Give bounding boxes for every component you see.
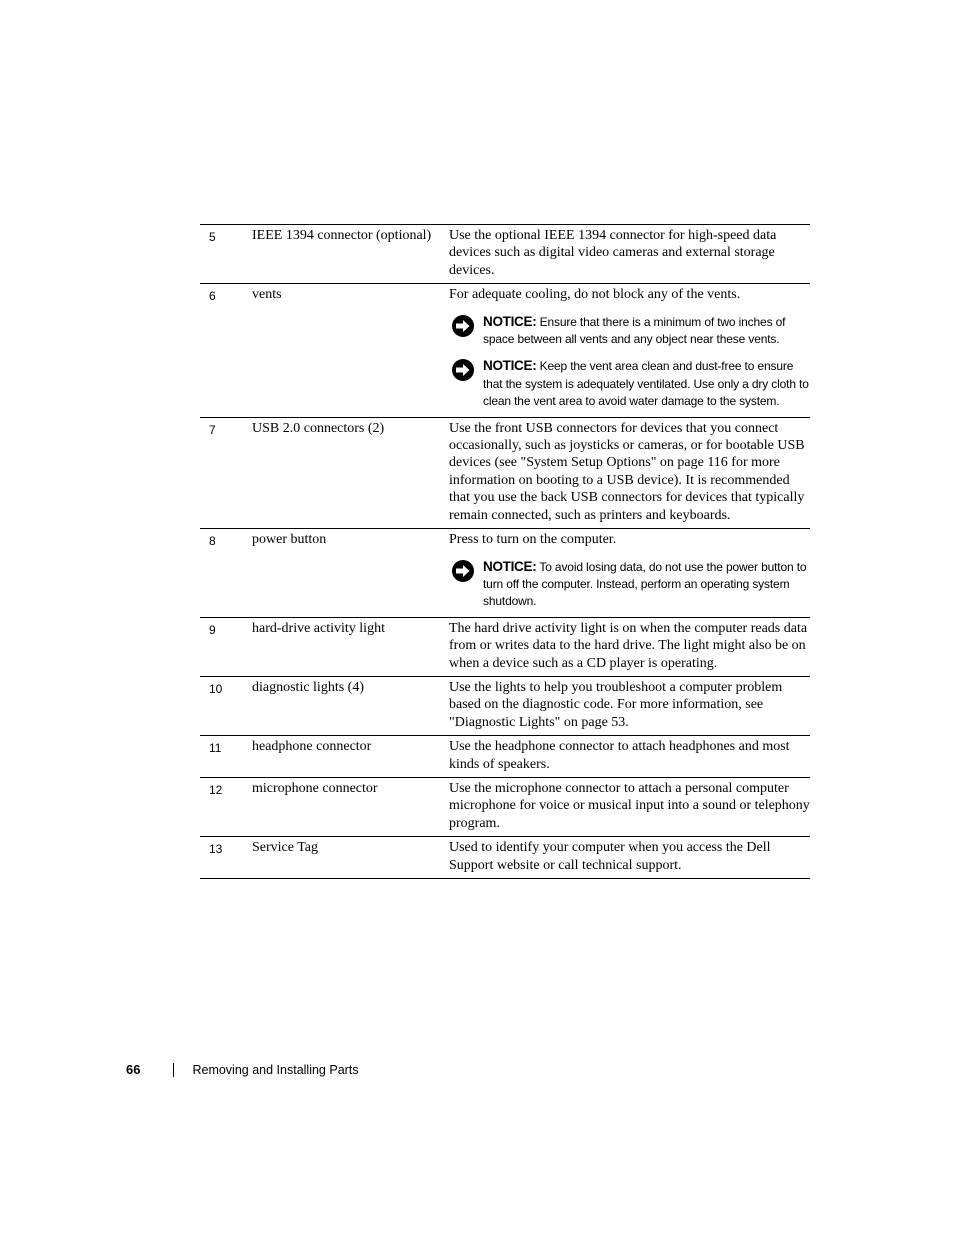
part-description: For adequate cooling, do not block any of the vents. [449,287,741,303]
table-row [200,736,810,778]
notice-arrow-icon [451,559,475,583]
notice-block [449,313,810,349]
notice-body: Keep the vent area clean and dust-free to ensure that the system is adequately ventilated. Use only a dry cloth to clean the vent area to avoid water damage to the system. [483,359,809,409]
part-description-cell [449,529,810,618]
row-number: 13 [209,842,223,857]
part-name: vents [252,287,282,303]
part-description-cell [449,837,810,879]
notice-text [483,558,810,611]
notice-label: NOTICE: [483,558,537,574]
table-row [200,777,810,836]
notice-arrow-icon [451,358,475,382]
part-description: Use the front USB connectors for devices that you connect occasionally, such as joysticks or cameras, or for bootable USB devices (see "System Setup Options" on page 116 for more information on booting to a USB device). It is recommended that you use the back USB connectors for devices that typically remain connected, such as printers and keyboards. [449,420,805,523]
table-row [200,676,810,735]
row-number: 8 [209,534,216,549]
part-description: Use the microphone connector to attach a personal computer microphone for voice or musical input into a sound or telephony program. [449,780,810,831]
table-row [200,529,810,618]
notice-body: Ensure that there is a minimum of two inches of space between all vents and any object near these vents. [483,314,786,347]
part-name: USB 2.0 connectors (2) [252,420,385,436]
notice-label: NOTICE: [483,358,537,374]
part-description-cell [449,284,810,417]
part-description-cell [449,417,810,528]
part-name: IEEE 1394 connector (optional) [252,228,432,243]
part-name: diagnostic lights (4) [252,679,364,695]
row-number: 5 [209,230,216,244]
row-number: 11 [209,741,222,756]
part-description: Use the lights to help you troubleshoot a computer problem based on the diagnostic code. For more information, see "Diagnostic Lights" on page 53. [449,679,783,730]
footer-separator [173,1063,174,1077]
part-description-cell [449,617,810,676]
part-name: power button [252,532,327,548]
part-description: Use the headphone connector to attach headphones and most kinds of speakers. [449,739,790,772]
part-name: Service Tag [252,840,319,856]
notice-text [483,357,810,410]
part-name: headphone connector [252,739,372,755]
notice-arrow-icon [451,314,475,338]
row-number: 12 [209,782,223,797]
part-name: hard-drive activity light [252,620,385,636]
notice-block [449,558,810,611]
notice-block [449,357,810,410]
part-description-cell [449,736,810,778]
part-description-cell [449,676,810,735]
part-description-cell [449,777,810,836]
part-description: Use the optional IEEE 1394 connector for high-speed data devices such as digital video cameras and external storage devices. [449,228,777,278]
part-description: The hard drive activity light is on when the computer reads data from or writes data to the hard drive. The light might also be on when a device such as a CD player is operating. [449,620,808,671]
page-footer [126,1062,359,1077]
parts-table [200,224,810,879]
notice-label: NOTICE: [483,313,537,329]
part-description: Press to turn on the computer. [449,532,617,548]
table-row [200,284,810,417]
part-name: microphone connector [252,780,378,796]
footer-section-title: Removing and Installing Parts [192,1062,359,1077]
part-description-cell [449,225,810,284]
row-number: 7 [209,422,216,437]
table-row [200,837,810,879]
table-row [200,417,810,528]
page-number: 66 [126,1062,141,1077]
table-row [200,225,810,284]
notice-text [483,313,810,349]
notice-body: To avoid losing data, do not use the power button to turn off the computer. Instead, perform an operating system shutdown. [483,559,807,609]
parts-table-body [200,225,810,879]
part-description: Used to identify your computer when you access the Dell Support website or call technical support. [449,840,771,873]
table-row [200,617,810,676]
row-number: 10 [209,681,223,696]
row-number: 6 [209,289,216,304]
row-number: 9 [209,622,216,637]
